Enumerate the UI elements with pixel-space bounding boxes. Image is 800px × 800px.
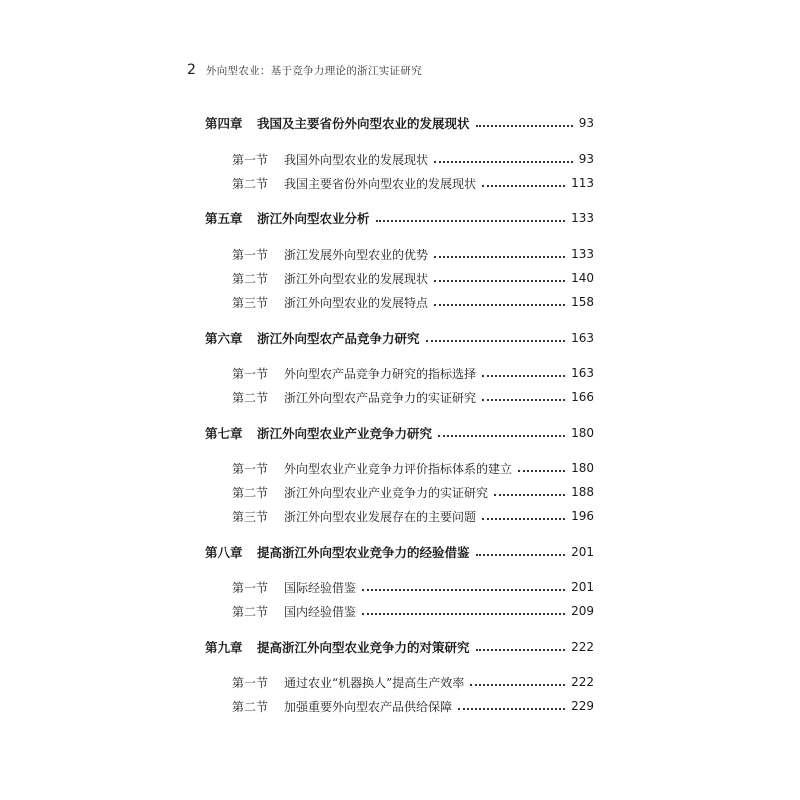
chapter-label: 第五章 bbox=[205, 211, 243, 226]
toc-section-5-1[interactable] bbox=[232, 244, 594, 264]
page-ref: 133 bbox=[571, 247, 594, 261]
chapter-label: 第七章 bbox=[205, 426, 243, 441]
section-label: 第三节 bbox=[232, 509, 269, 524]
page-ref: 140 bbox=[571, 271, 594, 285]
toc-section-7-3[interactable] bbox=[232, 506, 594, 526]
chapter-title: 提高浙江外向型农业竞争力的经验借鉴 bbox=[257, 545, 470, 560]
toc-section-8-1[interactable] bbox=[232, 577, 594, 597]
section-title: 外向型农产品竞争力研究的指标选择 bbox=[284, 366, 477, 381]
dot-leader bbox=[376, 220, 566, 222]
page-ref: 163 bbox=[571, 366, 594, 380]
section-title: 浙江外向型农业发展存在的主要问题 bbox=[284, 509, 477, 524]
chapter-title: 浙江外向型农业分析 bbox=[257, 211, 370, 226]
chapter-label: 第八章 bbox=[205, 545, 243, 560]
chapter-label: 第九章 bbox=[205, 640, 243, 655]
section-label: 第一节 bbox=[232, 461, 269, 476]
chapter-title: 浙江外向型农产品竞争力研究 bbox=[257, 331, 420, 346]
toc-section-8-2[interactable] bbox=[232, 601, 594, 621]
section-label: 第三节 bbox=[232, 295, 269, 310]
page-ref: 180 bbox=[571, 461, 594, 475]
chapter-title: 我国及主要省份外向型农业的发展现状 bbox=[257, 116, 470, 131]
dot-leader bbox=[482, 185, 565, 187]
page-number: 2 bbox=[187, 62, 196, 78]
section-label: 第一节 bbox=[232, 675, 269, 690]
page-ref: 158 bbox=[571, 295, 594, 309]
chapter-label: 第六章 bbox=[205, 331, 243, 346]
dot-leader bbox=[476, 125, 573, 127]
chapter-title: 浙江外向型农业产业竞争力研究 bbox=[257, 426, 433, 441]
dot-leader bbox=[362, 589, 565, 591]
section-title: 国内经验借鉴 bbox=[284, 604, 357, 619]
toc-section-4-2[interactable] bbox=[232, 173, 594, 193]
section-label: 第一节 bbox=[232, 580, 269, 595]
dot-leader bbox=[518, 470, 565, 472]
chapter-label: 第四章 bbox=[205, 116, 243, 131]
page-ref: 163 bbox=[571, 331, 594, 345]
page-ref: 196 bbox=[571, 509, 594, 523]
toc-chapter-7[interactable] bbox=[205, 423, 594, 443]
section-title: 我国外向型农业的发展现状 bbox=[284, 152, 429, 167]
dot-leader bbox=[434, 256, 565, 258]
dot-leader bbox=[426, 340, 566, 342]
toc-section-5-3[interactable] bbox=[232, 292, 594, 312]
toc-section-6-2[interactable] bbox=[232, 387, 594, 407]
dot-leader bbox=[476, 554, 566, 556]
toc-section-6-1[interactable] bbox=[232, 363, 594, 383]
section-label: 第二节 bbox=[232, 271, 269, 286]
toc-section-9-2[interactable] bbox=[232, 696, 594, 716]
toc-chapter-6[interactable] bbox=[205, 328, 594, 348]
section-title: 浙江外向型农业产业竞争力的实证研究 bbox=[284, 485, 489, 500]
page-ref: 133 bbox=[571, 211, 594, 225]
toc-section-7-2[interactable] bbox=[232, 482, 594, 502]
section-title: 我国主要省份外向型农业的发展现状 bbox=[284, 176, 477, 191]
page-ref: 188 bbox=[571, 485, 594, 499]
page-ref: 180 bbox=[571, 426, 594, 440]
dot-leader bbox=[458, 708, 565, 710]
dot-leader bbox=[470, 684, 565, 686]
dot-leader bbox=[482, 399, 565, 401]
dot-leader bbox=[434, 161, 573, 163]
page-ref: 166 bbox=[571, 390, 594, 404]
toc-section-9-1[interactable] bbox=[232, 672, 594, 692]
toc-chapter-9[interactable] bbox=[205, 637, 594, 657]
dot-leader bbox=[482, 518, 565, 520]
dot-leader bbox=[434, 280, 565, 282]
section-title: 浙江外向型农产品竞争力的实证研究 bbox=[284, 390, 477, 405]
chapter-title: 提高浙江外向型农业竞争力的对策研究 bbox=[257, 640, 470, 655]
page-ref: 93 bbox=[578, 116, 594, 130]
dot-leader bbox=[438, 435, 565, 437]
section-title: 国际经验借鉴 bbox=[284, 580, 357, 595]
section-label: 第一节 bbox=[232, 247, 269, 262]
toc-section-4-1[interactable] bbox=[232, 149, 594, 169]
section-title: 加强重要外向型农产品供给保障 bbox=[284, 699, 453, 714]
page-ref: 201 bbox=[571, 545, 594, 559]
toc-section-5-2[interactable] bbox=[232, 268, 594, 288]
section-label: 第二节 bbox=[232, 485, 269, 500]
page-ref: 222 bbox=[571, 675, 594, 689]
page-ref: 201 bbox=[571, 580, 594, 594]
dot-leader bbox=[362, 613, 565, 615]
section-label: 第二节 bbox=[232, 699, 269, 714]
section-label: 第二节 bbox=[232, 604, 269, 619]
section-label: 第二节 bbox=[232, 176, 269, 191]
toc-chapter-5[interactable] bbox=[205, 208, 594, 228]
section-label: 第一节 bbox=[232, 366, 269, 381]
toc-chapter-8[interactable] bbox=[205, 542, 594, 562]
running-title: 外向型农业：基于竞争力理论的浙江实证研究 bbox=[205, 65, 422, 77]
page-ref: 93 bbox=[578, 152, 594, 166]
section-title: 通过农业“机器换人”提高生产效率 bbox=[284, 675, 465, 690]
dot-leader bbox=[476, 649, 566, 651]
section-title: 外向型农业产业竞争力评价指标体系的建立 bbox=[284, 461, 513, 476]
section-title: 浙江外向型农业的发展特点 bbox=[284, 295, 429, 310]
section-label: 第一节 bbox=[232, 152, 269, 167]
page-ref: 113 bbox=[571, 176, 594, 190]
page-ref: 209 bbox=[571, 604, 594, 618]
section-title: 浙江发展外向型农业的优势 bbox=[284, 247, 429, 262]
dot-leader bbox=[434, 304, 565, 306]
page-ref: 229 bbox=[571, 699, 594, 713]
dot-leader bbox=[482, 375, 565, 377]
dot-leader bbox=[494, 494, 565, 496]
toc-section-7-1[interactable] bbox=[232, 458, 594, 478]
toc-chapter-4[interactable] bbox=[205, 113, 594, 133]
page-ref: 222 bbox=[571, 640, 594, 654]
section-title: 浙江外向型农业的发展现状 bbox=[284, 271, 429, 286]
section-label: 第二节 bbox=[232, 390, 269, 405]
